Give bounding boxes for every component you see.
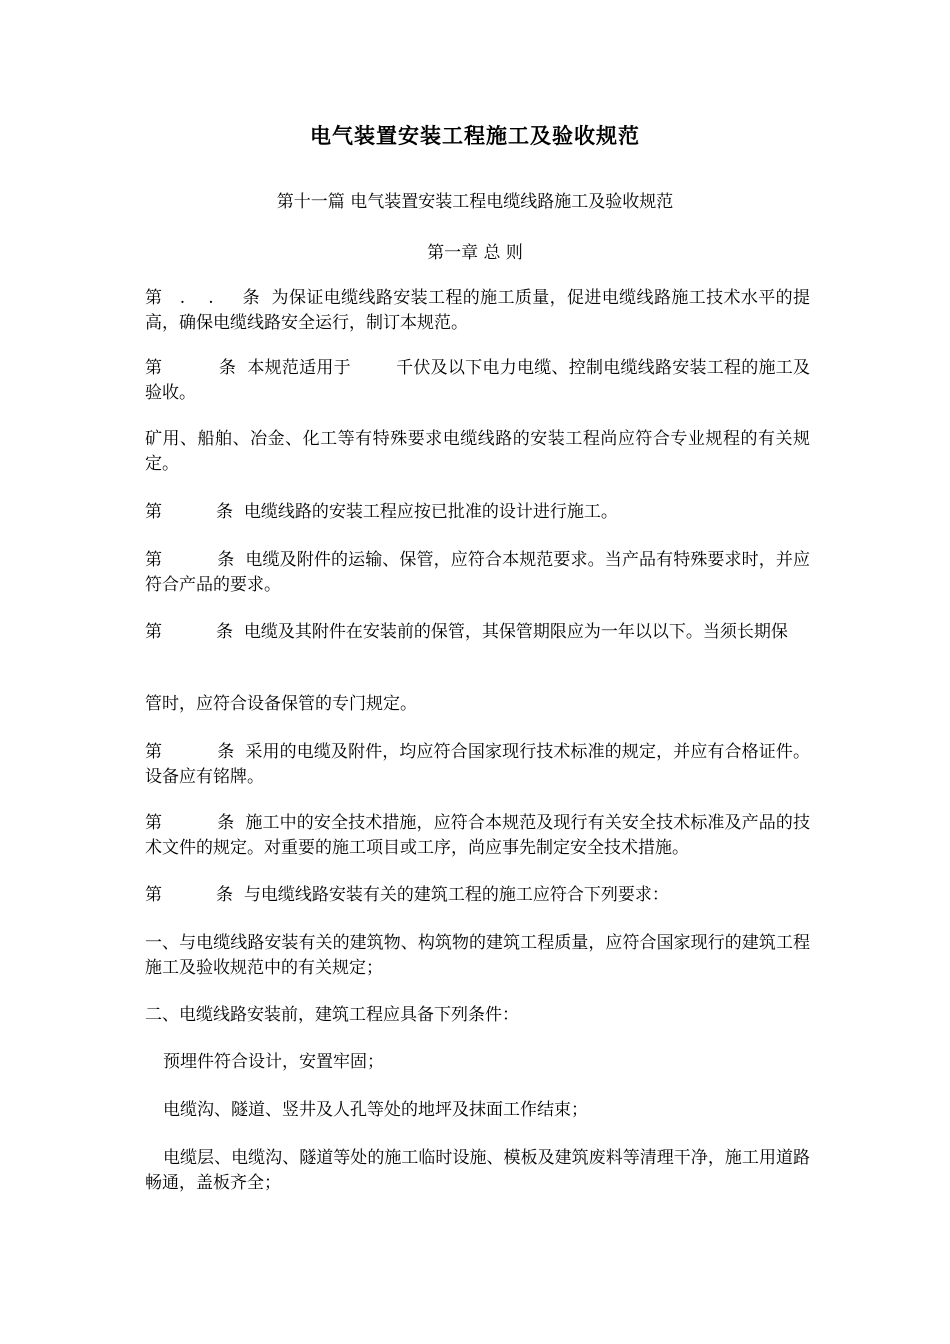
- chapter-heading: 第一章 总 则: [427, 243, 523, 263]
- paragraph-condition-site-cleanup: 电缆层、电缆沟、隧道等处的施工临时设施、模板及建筑废料等清理干净，施工用道路畅通，盖板齐全；: [145, 1148, 810, 1193]
- paragraph-item-two: 二、电缆线路安装前，建筑工程应具备下列条件：: [145, 1005, 519, 1025]
- paragraph-item-one: 一、与电缆线路安装有关的建筑物、构筑物的建筑工程质量，应符合国家现行的建筑工程施工及验收规范中的有关规定；: [145, 933, 810, 978]
- paragraph-article-8: 第 条 与电缆线路安装有关的建筑工程的施工应符合下列要求：: [145, 885, 669, 905]
- paragraph-storage-continued: 管时，应符合设备保管的专门规定。: [145, 694, 417, 714]
- paragraph-condition-embedded-parts: 预埋件符合设计，安置牢固；: [163, 1052, 384, 1072]
- paragraph-article-7: 第 条 施工中的安全技术措施，应符合本规范及现行有关安全技术标准及产品的技术文件的规定。对重要的施工项目或工序，尚应事先制定安全技术措施。: [145, 813, 810, 858]
- paragraph-article-2: 第 条 本规范适用于 千伏及以下电力电缆、控制电缆线路安装工程的施工及验收。: [145, 358, 810, 403]
- paragraph-article-3: 第 条 电缆线路的安装工程应按已批准的设计进行施工。: [145, 502, 618, 522]
- document-title: 电气装置安装工程施工及验收规范: [310, 124, 640, 148]
- paragraph-article-1: 第 . . 条 为保证电缆线路安装工程的施工质量，促进电缆线路施工技术水平的提高，确保电缆线路安全运行，制订本规范。: [145, 288, 810, 333]
- paragraph-article-5: 第 条 电缆及其附件在安装前的保管，其保管期限应为一年以以下。当须长期保: [145, 622, 788, 642]
- document-subtitle: 第十一篇 电气装置安装工程电缆线路施工及验收规范: [276, 192, 674, 212]
- paragraph-condition-floor-finish: 电缆沟、隧道、竖井及人孔等处的地坪及抹面工作结束；: [163, 1100, 588, 1120]
- paragraph-article-6: 第 条 采用的电缆及附件，均应符合国家现行技术标准的规定，并应有合格证件。设备应有铭牌。: [145, 742, 810, 787]
- paragraph-article-4: 第 条 电缆及附件的运输、保管，应符合本规范要求。当产品有特殊要求时，并应符合产品的要求。: [145, 550, 810, 595]
- paragraph-special-requirements: 矿用、船舶、冶金、化工等有特殊要求电缆线路的安装工程尚应符合专业规程的有关规定。: [145, 429, 810, 474]
